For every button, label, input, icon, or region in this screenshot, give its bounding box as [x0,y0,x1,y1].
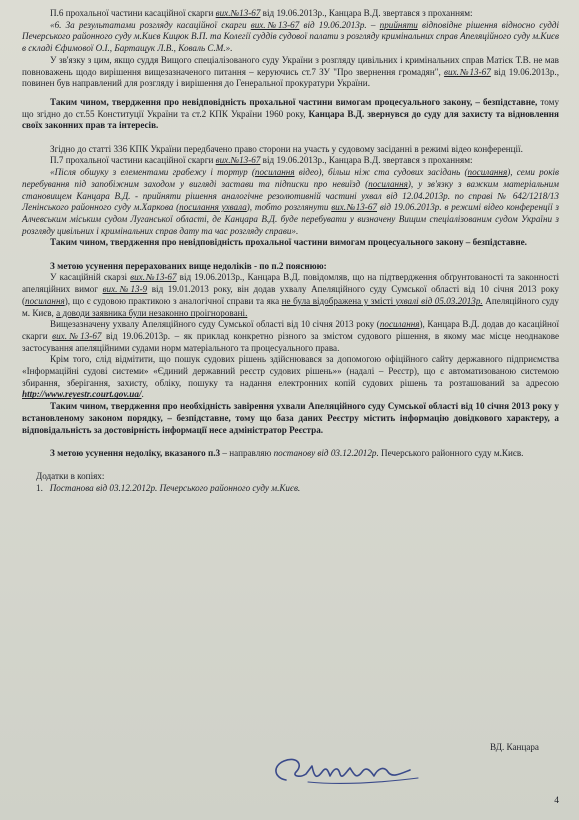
signature-block [0,734,579,794]
paragraph-sumy-ruling: Вищезазначену ухвалу Апеляційного суду Сумської області від 10 січня 2013 року (посилання), Канцара В.Д. додав до касаційної скарги вих.№13-67 від 19.06.2013р. – як приклад конкретно різного за змістом судового рішення, в якому має місце неоднакове застосування апеляційними судами норм матеріального та процесуального права. [22,319,560,353]
outgoing-ref: вих.№13-67 [215,155,261,166]
paragraph-authority: У зв'язку з цим, якщо суддя Вищого спеціалізованого суду України з розгляду цивільних і кримінальних справ Матієк Т.В. не мав повноважень щодо вирішення вищезазначеного питання – керуючись ст.7 ЗУ "Про звернення громадян", вих.№13-67 від 19.06.2013р., повинен був направлений для розгляду і вирішення до Генеральної прокуратури України. [22,54,559,89]
attachments-title: Додатки в копіях: [36,471,105,482]
outgoing-ref: вих.№13-67 [52,330,102,341]
paragraph-article-336: Згідно до статті 336 КПК України передбачено право сторони на участь у судовому засіданні в режимі відео конференції. [50,143,523,154]
handwritten-signature [268,752,428,790]
registry-url[interactable]: http://www.reyestr.court.gov.ua/ [22,389,142,400]
outgoing-ref: вих.№13-67 [444,66,491,77]
outgoing-ref: вих.№13-9 [102,284,148,295]
reference-link: посилання [379,319,420,330]
outgoing-ref: вих.№13-67 [215,8,261,18]
reference-link: посилання [254,167,295,178]
paragraph-p7-intro: П.7 прохальної частини касаційної скарги вих.№13-67 від 19.06.2013р., Канцара В.Д. звертався з проханням: [50,155,473,166]
reference-link: посилання ухвала [179,202,247,213]
paragraph-cassation-complaint: У касаційній скарзі вих.№13-67 від 19.06.2013р., Канцара В.Д. повідомляв, що на підтвердження обґрунтованості та законності апеляційних вимог вих.№13-9 від 19.01.2013 року, він додав ухвалу Апеляційного суду Сумської області від 10 січня 2013 року (посилання), що є судовою практикою з аналогічної справи та яка не була відображена у змісті ухвалі від 05.03.2013р. Апеляційного суду м. Києв, а доводи заявника були незаконно проігноровані. [22,272,559,318]
outgoing-ref: вих.№13-67 [130,272,177,283]
paragraph-registry: Крім того, слід відмітити, що пошук судових рішень здійснювався за допомогою офіційного сайту державного підприємства «Інформаційні судові системи» «Єдиний державний реєстр судових рішень»» (надалі – Реєстр), що є автоматизованою системою збирання, зберігання, захисту, обліку, пошуку та надання електронних копій судових рішень та розташований за адресою http://www.reyestr.court.gov.ua/. [22,354,559,400]
quote-request-7: «Після обшуку з елементами грабежу і тортур (посилання відео), більш ніж ста судових засідань (посилання), семи років перебування під запобіжним заходом у вигляді застави та підписки про невиїзд (посилання), у зв'язку з важким матеріальним становищем Канцара В.Д. - прийняти рішення аналогічне резолютивній частині ухвал від 12.04.2013р. по справі № 642/1218/13 Ленінського районного суду м.Харкова (посилання ухвала), тобто розглянути вих.№13-67 від 19.06.2013р. в режимі відео конференції з Алчевським міським судом Луганської області, де Канцара В.Д. буде перебувати у визначену Вищим спеціалізованим судом України з розгляду цивільних і кримінальних справ дату та час розгляду справи». [22,167,559,236]
outgoing-ref: вих.№13-67 [250,19,300,30]
signer-name: ВД. Канцара [490,742,539,752]
page-number: 4 [554,796,559,806]
conclusion-1: Таким чином, твердження про невідповідність прохальної частини вимогам процесуального закону, – безпідставне, тому що згідно до ст.55 Конституції України та ст.2 КПК України 1960 року, Канцара В.Д. звернувся до суду для захисту та відновлення своїх законних прав та інтересів. [22,96,560,131]
quote-request-6: «6. За результатами розгляду касаційної скарги вих.№13-67 від 19.06.2013р. – прийняти відповідне рішення відносно судді Печерського районного суду м.Києв Кицюк В.П. та Колегії суддів судової палати з розгляду кримінальних справ Апеляційного суду м.Києв в складі Єфимової О.І., Бартащук Л.В., Коваль С.М.». [22,19,559,54]
attachment-item: 1. Постанова від 03.12.2012р. Печерського районного суду м.Києв. [36,483,301,494]
conclusion-2: Таким чином, твердження про невідповідність прохальної частини вимогам процесуального закону – безпідставне. [50,237,527,248]
document-body [22,8,559,495]
reference-link: посилання [467,167,508,178]
conclusion-3: Таким чином, твердження про необхідність завірення ухвали Апеляційного суду Сумської області від 10 січня 2013 року у встановленому законом порядку, – безпідставне, тому що база даних Реєстру містить інформацію довідкового характеру, а відповідальність за достовірність інформації несе адміністратор Реєстра. [22,401,559,435]
reference-link: посилання [25,295,65,306]
outgoing-ref: вих.№13-67 [331,202,378,213]
paragraph-point-3: З метою усунення недоліку, вказаного п.3 – направляю постанову від 03.12.2012р. Печерського районного суду м.Києв. [50,447,524,458]
reference-link: посилання [368,178,408,189]
paragraph-p6-intro: П.6 прохальної частини касаційної скарги вих.№13-67 від 19.06.2013р., Канцара В.Д. звертався з проханням: [50,8,473,18]
section-heading-point-2: З метою усунення перерахованих вище недоліків - по п.2 пояснюю: [50,260,327,271]
